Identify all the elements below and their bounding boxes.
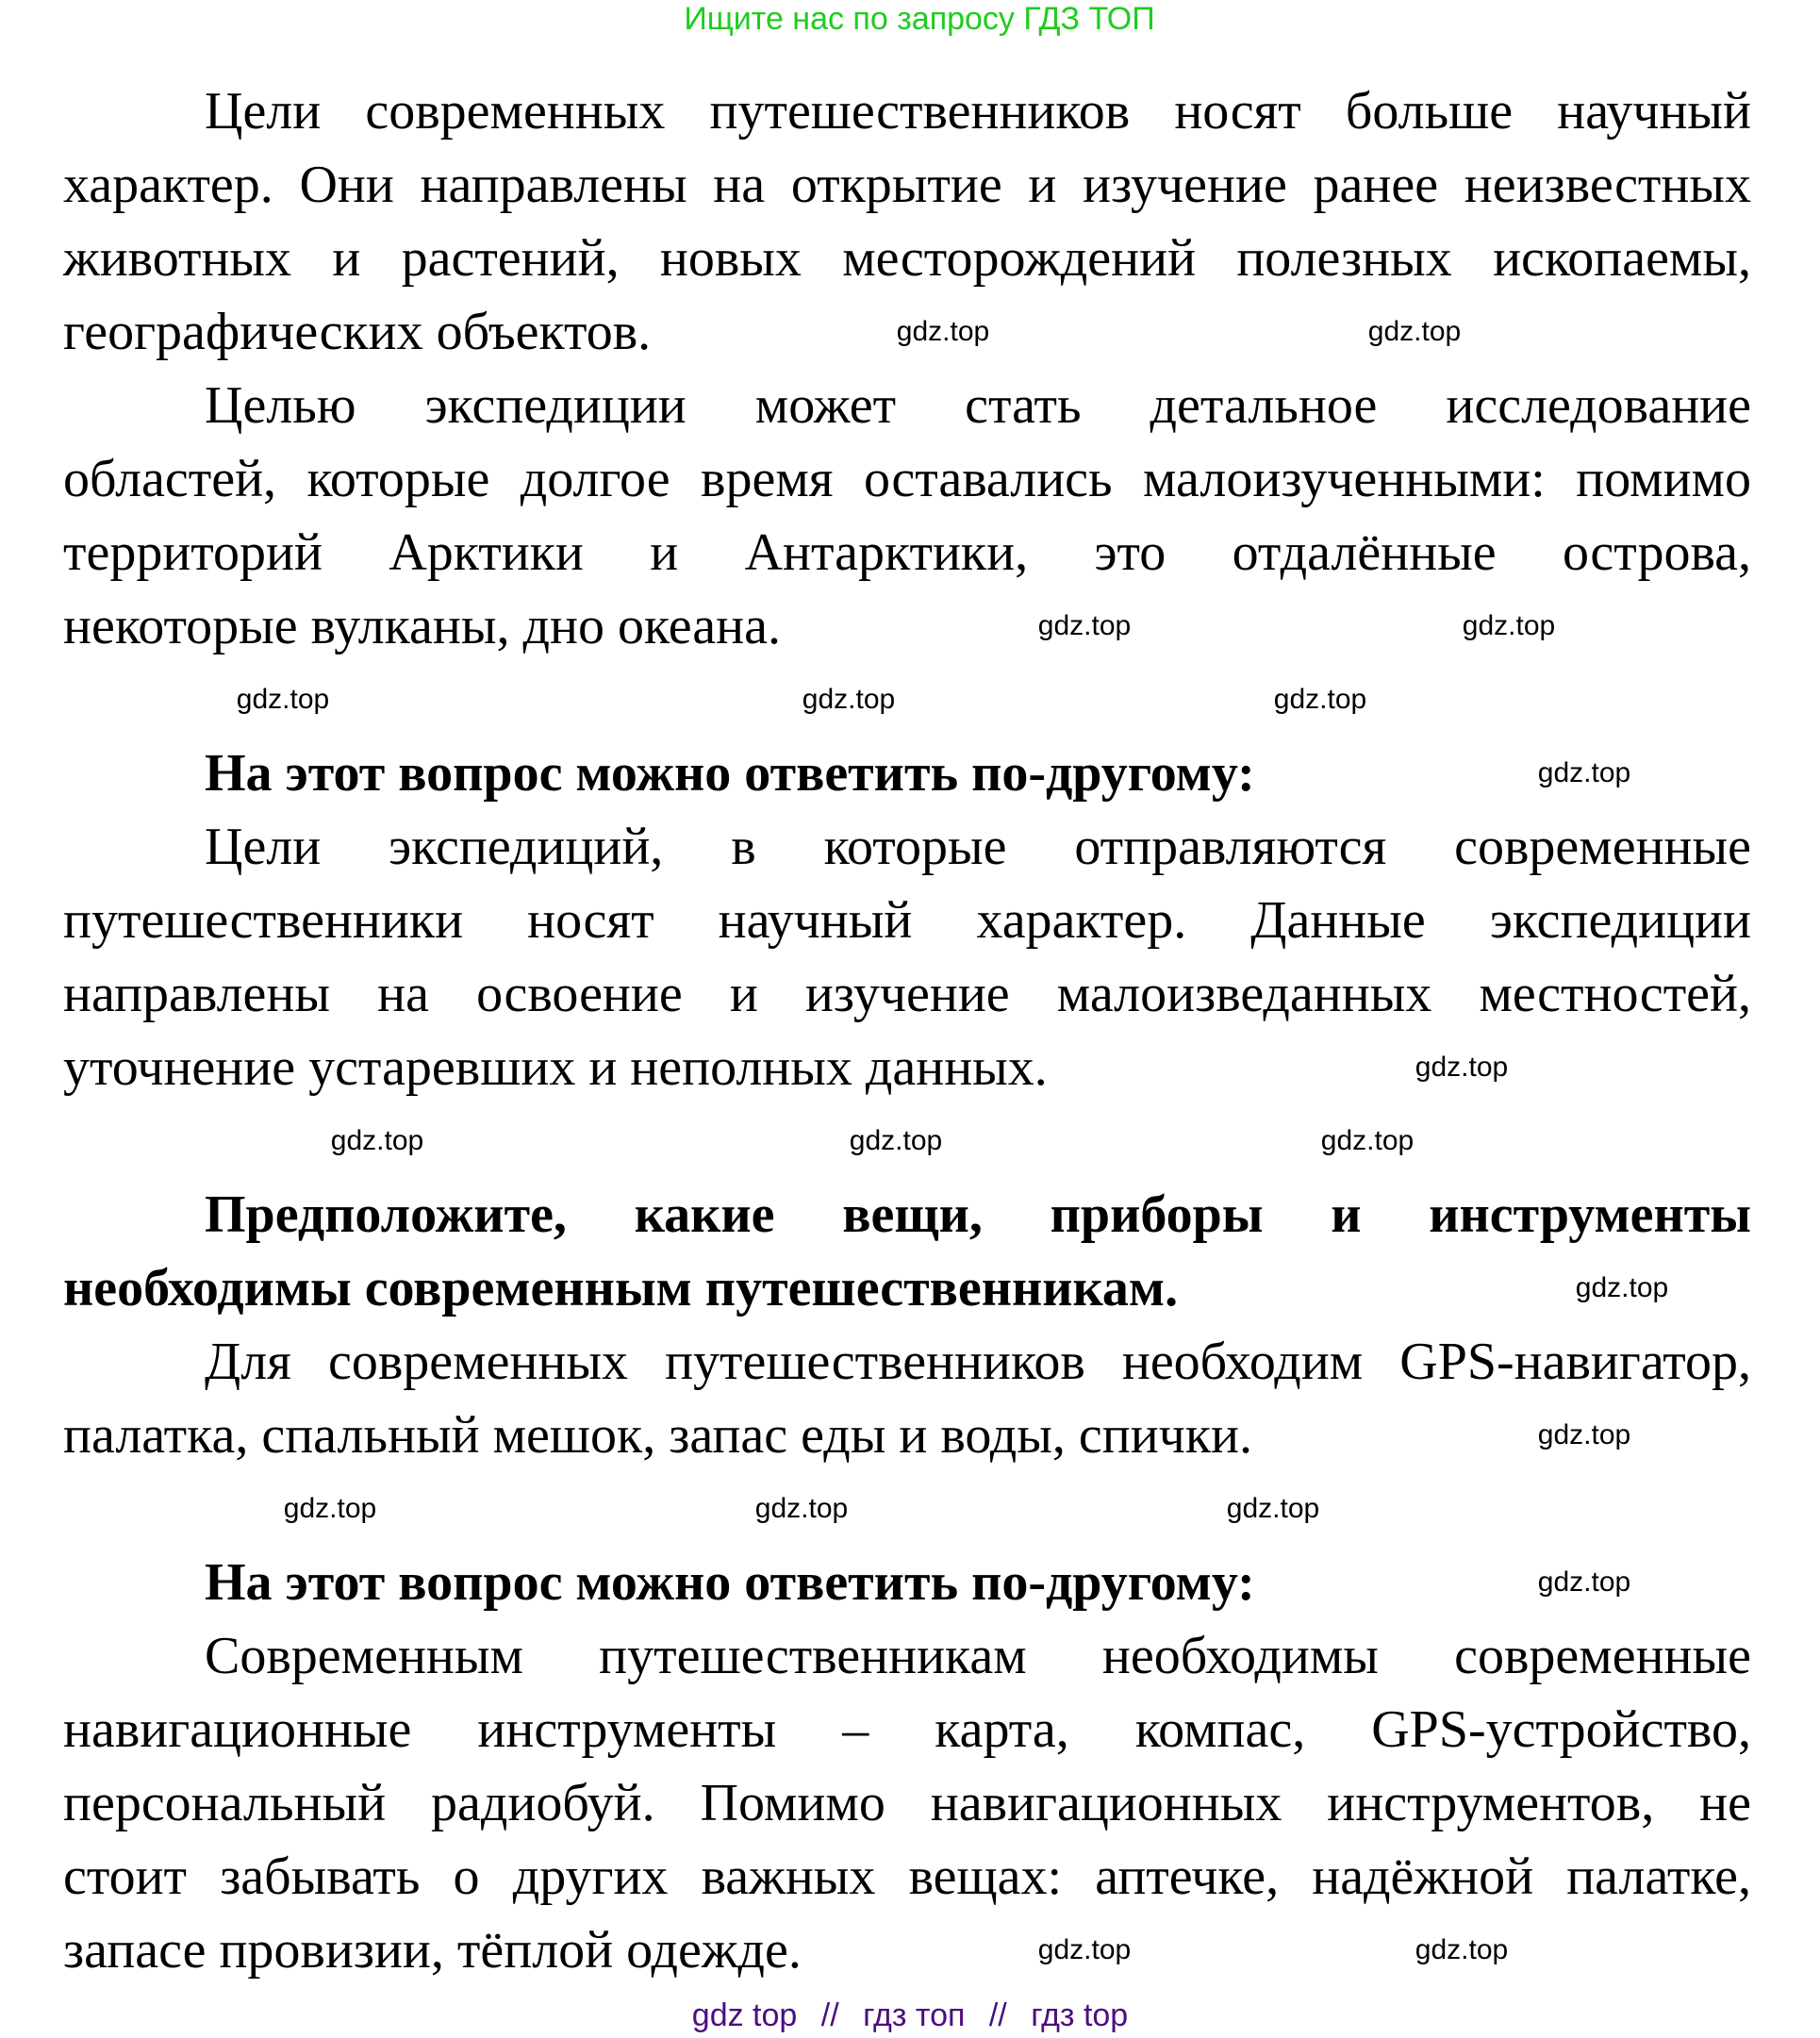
text-line: навигационные инструменты – карта, компас, GPS-устройство, [63, 1700, 1751, 1759]
watermark-text: gdz.top [283, 1493, 377, 1524]
footer-separator: // [820, 1997, 839, 2033]
watermark-text: gdz.top [1537, 1566, 1631, 1598]
text-line: уточнение устаревших и неполных данных. [63, 1038, 1048, 1097]
text-line: персональный радиобуй. Помимо навигационных инструментов, не [63, 1774, 1751, 1832]
watermark-text: gdz.top [1537, 757, 1631, 788]
text-line: некоторые вулканы, дно океана. [63, 597, 781, 655]
watermark-text: gdz.top [1415, 1052, 1509, 1083]
watermark-text: gdz.top [849, 1125, 943, 1156]
text-line: Современным путешественникам необходимы современные [205, 1627, 1751, 1685]
watermark-text: gdz.top [896, 316, 990, 347]
text-line: территорий Арктики и Антарктики, это отдалённые острова, [63, 523, 1751, 582]
footer-links [0, 1997, 1820, 2034]
watermark-text: gdz.top [1037, 610, 1132, 641]
search-banner[interactable]: Ищите нас по запросу ГДЗ ТОП [684, 1, 1155, 37]
question-heading-line: Предположите, какие вещи, приборы и инструменты [205, 1185, 1751, 1244]
text-line: географических объектов. [63, 303, 652, 361]
watermark-text: gdz.top [1537, 1419, 1631, 1450]
text-line: Целью экспедиции может стать детальное исследование [205, 376, 1751, 435]
text-line: запасе провизии, тёплой одежде. [63, 1921, 802, 1980]
text-line: Для современных путешественников необходим GPS-навигатор, [205, 1333, 1751, 1391]
watermark-text: gdz.top [1226, 1493, 1320, 1524]
footer-link-gdz-top-ru[interactable]: гдз топ [863, 1997, 966, 2033]
watermark-text: gdz.top [802, 684, 896, 715]
question-heading-line: На этот вопрос можно ответить по-другому: [205, 744, 1255, 803]
watermark-text: gdz.top [1273, 684, 1367, 715]
question-heading-line: На этот вопрос можно ответить по-другому: [205, 1553, 1255, 1612]
text-line: характер. Они направлены на открытие и изучение ранее неизвестных [63, 156, 1751, 214]
text-line: палатка, спальный мешок, запас еды и воды, спички. [63, 1406, 1253, 1465]
watermark-text: gdz.top [1320, 1125, 1415, 1156]
watermark-text: gdz.top [1462, 610, 1556, 641]
text-line: Цели современных путешественников носят больше научный [205, 82, 1751, 141]
text-line: животных и растений, новых месторождений полезных ископаемы, [63, 229, 1751, 288]
footer-link-gdz-top[interactable]: gdz top [691, 1997, 798, 2033]
text-line: Цели экспедиций, в которые отправляются современные [205, 818, 1751, 876]
document-body [63, 75, 1751, 1987]
footer-separator: // [988, 1997, 1007, 2033]
watermark-text: gdz.top [330, 1125, 424, 1156]
text-line: стоит забывать о других важных вещах: аптечке, надёжной палатке, [63, 1847, 1751, 1906]
watermark-text: gdz.top [1575, 1272, 1669, 1303]
watermark-text: gdz.top [1037, 1934, 1132, 1965]
text-line: путешественники носят научный характер. Данные экспедиции [63, 891, 1751, 950]
watermark-text: gdz.top [754, 1493, 849, 1524]
watermark-text: gdz.top [236, 684, 330, 715]
watermark-text: gdz.top [1415, 1934, 1509, 1965]
text-line: областей, которые долгое время оставались малоизученными: помимо [63, 450, 1751, 508]
footer-link-gdz-top-mixed[interactable]: гдз top [1031, 1997, 1129, 2033]
watermark-text: gdz.top [1367, 316, 1462, 347]
text-line: направлены на освоение и изучение малоизведанных местностей, [63, 965, 1751, 1023]
question-heading-line: необходимы современным путешественникам. [63, 1259, 1179, 1317]
